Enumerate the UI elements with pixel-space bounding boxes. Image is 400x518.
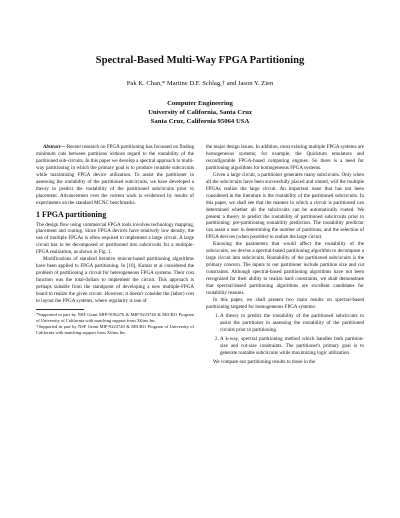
results-list-item: 2. A k-way, spectral partitioning method which handles both partition-size and cut-size constraints. The partitioner's primary goal is to generate routable subcircuits while maximizing logic utilization. (220, 336, 364, 357)
footnote-1: *Supported in part by NSF Grant MIP-9196276 & MIP-9223740 & MICRO Program of University of California with matching support from Xilinx Inc. (36, 311, 194, 323)
left-column (36, 144, 194, 336)
right-paragraph-4: In this paper, we shall present two main results on spectral-based partitioning targeted for homogeneous FPGA systems: (206, 296, 364, 310)
right-paragraph-5: We compare our partitioning results to those in the (213, 358, 316, 365)
right-paragraph-1: the major design issues. In addition, most existing multiple FPGA systems are homogeneous systems; for example, the Quickturn emulators and reconfigurable FPGA-based computing engines. So there is a need for partitioning algorithms for homogeneous FPGA systems. (206, 144, 364, 171)
paper-title: Spectral-Based Multi-Way FPGA Partitioning (95, 55, 305, 66)
right-paragraph-3: Knowing the parameters that would affect the routability of the subcircuits, we devise a spectral-based partitioning algorithm to decompose a large circuit into subcircuits. Routability of the partitioned subcircuits is the primary concern. The inputs to our partitioner include partition size and cut constraints. Although spectral-based partitioning algorithms have not been recognized for their ability to realize hard constraints, we shall demonstrate that spectral-based partitioning algorithms are excellent candidates for routability reasons. (206, 241, 364, 297)
affiliation-dept: Computer Engineering (167, 100, 233, 107)
right-column (206, 144, 364, 366)
right-paragraph-2: Given a large circuit, a partitioner generates many subcircuits. Only when all the subcircuits have been successfully placed and routed, will the multiple FPGAs realize the large circuit. An important issue that has not been considered in the literature is the routability of the partitioned subcircuits. In this paper, we shall see that the manner in which a circuit is partitioned can determined whether all the subcircuits can be automatically routed. We present a theory to predict the routability of partitioned subcircuits prior to partitioning: pre-partitioning routability prediction. The routability predictor can assist a user in determining the number of partitions, and the selection of FPGA devices (when possible) to realize the large circuit. (206, 171, 364, 241)
results-list-item: 1. A theory to predict the routability of the partitioned subcircuits to assist the partitioner in assessing the routability of the partitioned circuits prior to partitioning. (220, 313, 364, 334)
affiliation-university: University of California, Santa Cruz (148, 109, 252, 116)
abstract-label: Abstract— (43, 144, 66, 150)
section-1-paragraph-1: The design flow using commercial FPGA tools involves technology mapping, placement and routing. Since FPGA devices have relatively low density, the use of multiple FPGAs is often required to implement a large circuit. A large circuit has to be decomposed or partitioned into subcircuits for a multiple-FPGA realization, as shown in Fig. 1. (36, 221, 194, 256)
section-1-paragraph-2: Modifications of standard iterative mincut-based partitioning algorithms have been applied to FPGA partitioning. In [10], Kumar et al considered the problem of partitioning a circuit for heterogeneous FPGA systems. Their cost function was the total-dollars to implement the circuit. This approach is perhaps suitable from the standpoint of developing a new multiple-FPGA board to realize the given circuit. However, it doesn't consider the (labor) cost to layout the FPGA systems, where regularity is one of (36, 256, 194, 305)
results-list (206, 313, 364, 357)
affiliation-block (0, 99, 400, 126)
section-1-heading: 1 FPGA partitioning (36, 209, 107, 219)
abstract-text: Recent research on FPGA partitioning has focussed on finding minimum cuts between partitions without regard to the routability of the partitioned sub-circuits. In this paper we develop a spectral approach to multi-way partitioning in which the primary goal is to produce routable subcircuits while maximizing FPGA device utilization. To assist the partitioner in assessing the routability of the partitioned subcircuits, we have developed a theory to predict the routability of the partitioned subcircuits prior to placement. Advancement over the current work is evidenced by results of experiments on the standard MCNC benchmarks. (36, 144, 194, 206)
affiliation-address: Santa Cruz, California 95064 USA (150, 118, 250, 125)
abstract (36, 144, 194, 207)
footnote-rule (36, 309, 84, 310)
paper-authors: Pak K. Chan,* Martine D.F. Schlag,† and Jason Y. Zien (126, 80, 274, 87)
footnote-2: †Supported in part by NSF Grant MIP-9223740 & MICRO Program of University of California with matching support from Xilinx Inc. (36, 324, 194, 335)
